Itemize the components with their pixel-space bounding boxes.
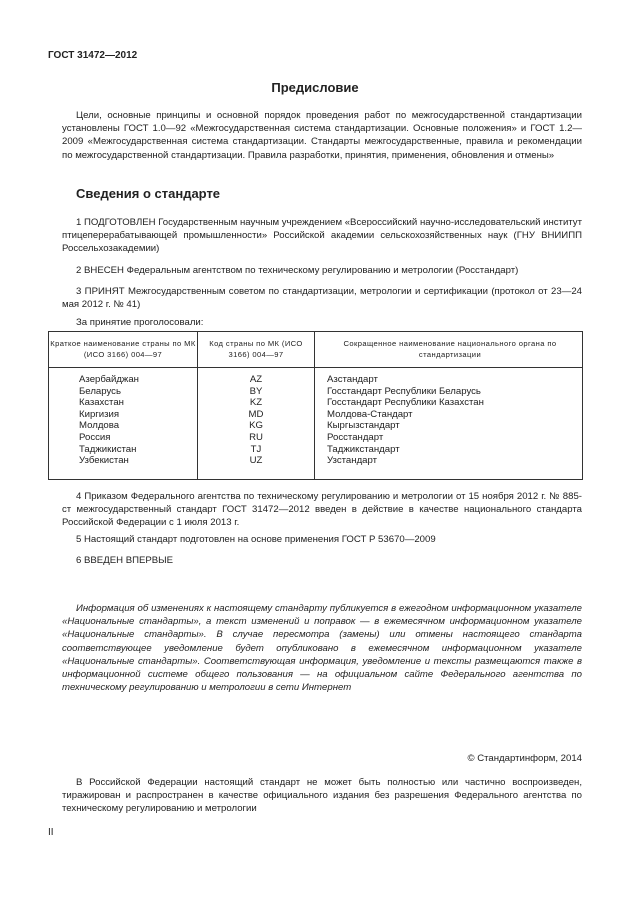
document-header: ГОСТ 31472—2012: [48, 50, 138, 61]
table-cell: BY: [249, 385, 263, 397]
table-cell: Узбекистан: [79, 455, 129, 467]
table-cell: Азербайджан: [79, 374, 139, 385]
table-cell: Киргизия: [79, 408, 120, 420]
table-cell: Беларусь: [79, 385, 121, 397]
info-item-2: 2 ВНЕСЕН Федеральным агентством по техническому регулированию и метрологии (Росстандарт): [76, 265, 519, 276]
table-cell: RU: [249, 431, 263, 443]
table-column-bodies: [327, 374, 484, 467]
table-header-code: Код страны по МК (ИСО 3166) 004—97: [209, 339, 303, 359]
table-cell: Таджикистан: [79, 443, 137, 455]
table-cell: MD: [248, 408, 264, 420]
info-item-1: 1 ПОДГОТОВЛЕН Государственным научным учреждением «Всероссийский научно-исследовательский институт птицеперерабатывающей промышленности» Российской академии сельскохозяйственных наук (ГНУ ВНИИПП Россельхозакадемии): [62, 217, 582, 255]
table-header-body: Сокращенное наименование национального органа по стандартизации: [343, 339, 557, 359]
copyright: © Стандартинформ, 2014: [467, 753, 582, 764]
table-cell: Таджикстандарт: [327, 443, 400, 455]
info-title: Сведения о стандарте: [76, 186, 221, 201]
table-header-country: Краткое наименование страны по МК (ИСО 3166) 004—97: [50, 339, 196, 359]
table-column-codes: [199, 374, 313, 467]
table-cell: TJ: [250, 443, 262, 455]
table-cell: Госстандарт Республики Казахстан: [327, 397, 484, 409]
info-item-3: 3 ПРИНЯТ Межгосударственным советом по стандартизации, метрологии и сертификации (протокол от 23—24 мая 2012 г. № 41): [62, 286, 582, 311]
rights-notice: В Российской Федерации настоящий стандарт не может быть полностью или частично воспроизведен, тиражирован и распространен в качестве официального издания без разрешения Федерального агентства по техническому регулированию и метрологии: [62, 777, 582, 815]
info-item-5: 5 Настоящий стандарт подготовлен на основе применения ГОСТ Р 53670—2009: [76, 534, 436, 545]
voted-label: За принятие проголосовали:: [76, 317, 204, 328]
table-cell: Россия: [79, 431, 111, 443]
info-item-6: 6 ВВЕДЕН ВПЕРВЫЕ: [76, 555, 174, 566]
table-cell: Росстандарт: [327, 431, 384, 443]
voting-table: [48, 331, 583, 480]
table-cell: UZ: [249, 455, 263, 467]
table-cell: Казахстан: [79, 397, 124, 409]
table-cell: Госстандарт Республики Беларусь: [327, 385, 481, 397]
foreword-title: Предисловие: [271, 80, 359, 95]
table-cell: Узстандарт: [327, 455, 378, 467]
table-column-countries: [79, 374, 139, 467]
page-number: II: [48, 827, 54, 838]
changes-notice: Информация об изменениях к настоящему стандарту публикуется в ежегодном информационном указателе «Национальные стандарты», а текст изменений и поправок — в ежемесячном информационном указателе «Национальные стандарты». В случае пересмотра (замены) или отмены настоящего стандарта соответствующее уведомление будет опубликовано в ежемесячном информационном указателе «Национальные стандарты». Соответствующая информация, уведомление и тексты размещаются также в информационной системе общего пользования — на официальном сайте Федерального агентства по техническому регулированию и метрологии в сети Интернет: [62, 603, 582, 694]
foreword-text: Цели, основные принципы и основной порядок проведения работ по межгосударственной стандартизации установлены ГОСТ 1.0—92 «Межгосударственная система стандартизации. Основные положения» и ГОСТ 1.2—2009 «Межгосударственная система стандартизации. Стандарты межгосударственные, правила и рекомендации по межгосударственной стандартизации. Правила разработки, принятия, применения, обновления и отмены»: [62, 110, 582, 161]
info-item-4: 4 Приказом Федерального агентства по техническому регулированию и метрологии от 15 ноября 2012 г. № 885-ст межгосударственный стандарт ГОСТ 31472—2012 введен в действие в качестве национального стандарта Российской Федерации с 1 июля 2013 г.: [62, 491, 582, 529]
table-cell: Кыргызстандарт: [327, 420, 400, 432]
table-cell: Молдова-Стандарт: [327, 408, 413, 420]
table-cell: Азстандарт: [327, 374, 378, 385]
table-cell: KZ: [249, 397, 263, 409]
table-cell: AZ: [249, 374, 263, 385]
table-cell: KG: [249, 420, 263, 432]
table-cell: Молдова: [79, 420, 120, 432]
